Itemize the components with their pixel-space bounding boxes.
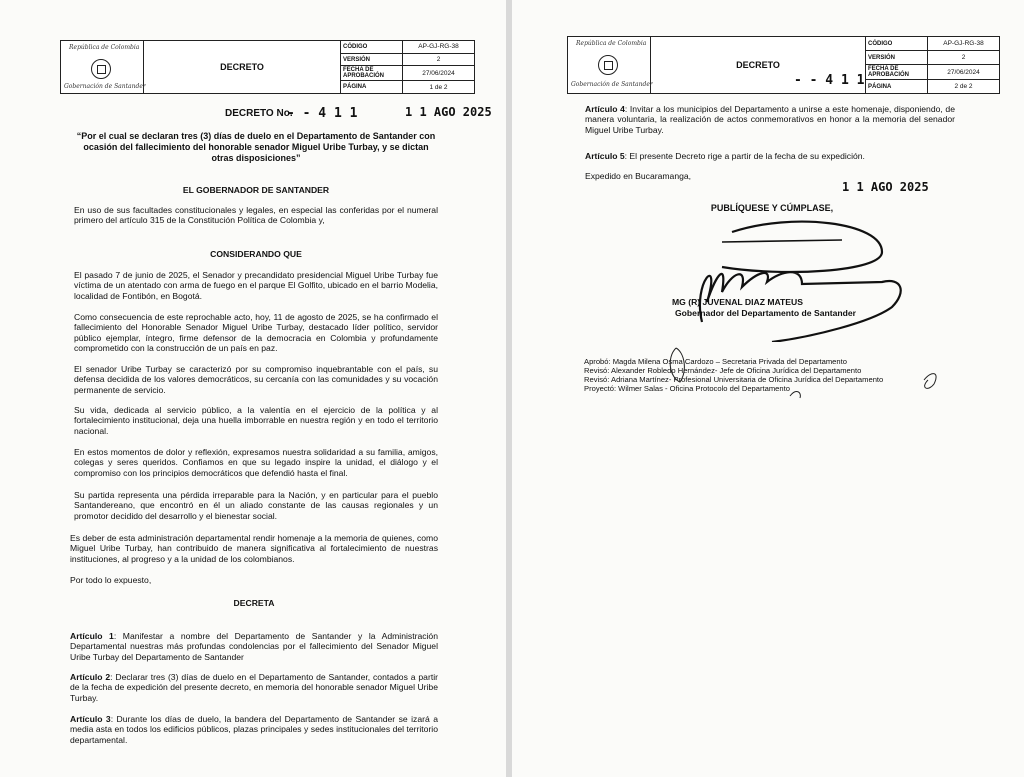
- coat-of-arms-icon: [598, 55, 618, 75]
- coat-of-arms-icon: [91, 59, 111, 79]
- therefore-line: Por todo lo expuesto,: [70, 575, 152, 585]
- article-4-label: Artículo 4: [585, 104, 625, 114]
- document-header: [60, 40, 475, 94]
- code-label: CÓDIGO: [341, 41, 403, 53]
- decree-no-label: DECRETO No.: [225, 108, 293, 119]
- decree-title: “Por el cual se declaran tres (3) días de duelo en el Departamento de Santander con ocasión del fallecimiento del honorable senador Miguel Uribe Turbay, y se dictan otras disposiciones”: [76, 131, 436, 163]
- decree-date-handwritten-2: 1 1 AGO 2025: [842, 180, 929, 194]
- consideration-2: Como consecuencia de este reprochable acto, hoy, 11 de agosto de 2025, se ha confirmado el fallecimiento del Honorable Senador Miguel Uribe Turbay, destacado líder político, servidor público ejemplar, íntegro, firme defensor de la democracia en Colombia y profundamente comprometido con la construcción de un país en paz.: [74, 312, 438, 354]
- decree-number: - - 4 1 1: [287, 106, 358, 121]
- article-3: [70, 714, 438, 745]
- consideration-4: Su vida, dedicada al servicio público, a la valentía en el ejercicio de la política y al fortalecimiento institucional, deja una huella imborrable en nuestra región y en todo el territorio nacional.: [74, 405, 438, 436]
- entity-line1: República de Colombia: [69, 44, 140, 51]
- publish-line: PUBLÍQUESE Y CÚMPLASE,: [710, 203, 834, 213]
- considering-heading: CONSIDERANDO QUE: [210, 249, 302, 259]
- consideration-7: Es deber de esta administración departamental rendir homenaje a la memoria de quienes, como Miguel Uribe Turbay, han contribuido de manera significativa al fortalecimiento de nuestras instituciones, al progreso y a la unidad de los colombianos.: [70, 533, 438, 564]
- powers-paragraph: En uso de sus facultades constitucionales y legales, en especial las conferidas por el numeral primero del artículo 315 de la Constitución Política de Colombia y,: [74, 205, 438, 226]
- code-value-2: AP-GJ-RG-38: [943, 40, 984, 47]
- header-meta: [341, 41, 474, 93]
- signer-role: Gobernador del Departamento de Santander: [675, 308, 856, 318]
- issuer: EL GOBERNADOR DE SANTANDER: [182, 185, 330, 195]
- article-4: [585, 104, 955, 135]
- page-label: PÁGINA: [341, 81, 403, 93]
- page-1: [0, 0, 506, 777]
- consideration-3: El senador Uribe Turbay se caracterizó por su compromiso inquebrantable con el país, su defensa decidida de los valores democráticos, su cercanía con las comunidades y su vocación permanente de servicio.: [74, 364, 438, 395]
- article-4-text: : Invitar a los municipios del Departamento a unirse a este homenaje, disponiendo, de manera voluntaria, la realización de actos conmemorativos en honor a la memoria del senador Miguel Uribe Turbay.: [585, 104, 955, 135]
- version-label-2: VERSIÓN: [866, 51, 928, 64]
- header-meta-2: [866, 37, 999, 93]
- logo-cell-2: [568, 37, 651, 93]
- doc-type-text-2: DECRETO: [736, 60, 780, 70]
- approval-date-label-2: FECHA DE APROBACIÓN: [866, 65, 928, 79]
- initials-marks: [662, 340, 962, 400]
- entity-line1-2: República de Colombia: [576, 40, 647, 47]
- governor-signature: [662, 212, 912, 342]
- article-5-label: Artículo 5: [585, 151, 625, 161]
- article-2-text: : Declarar tres (3) días de duelo en el Departamento de Santander, contados a partir de la fecha de expedición del presente decreto, en memoria del honorable senador Miguel Uribe Turbay.: [70, 672, 438, 703]
- approval-date-value: 27/06/2024: [422, 69, 455, 77]
- review-4: Proyectó: Wilmer Salas - Oficina Protocolo del Departamento: [584, 384, 790, 393]
- consideration-1: El pasado 7 de junio de 2025, el Senador y precandidato presidencial Miguel Uribe Turbay fue víctima de un atentado con arma de fuego en el parque El Golfito, ubicado en el barrio Modelia, localidad de Fontibón, en Bogotá.: [74, 270, 438, 301]
- signer-name: MG (R) JUVENAL DIAZ MATEUS: [672, 297, 803, 307]
- review-3: Revisó: Adriana Martínez- Profesional Universitaria de Oficina Jurídica del Departamento: [584, 375, 884, 384]
- article-5: [585, 151, 955, 161]
- article-1-label: Artículo 1: [70, 631, 114, 641]
- version-value-2: 2: [961, 54, 966, 61]
- article-1-text: : Manifestar a nombre del Departamento de Santander y la Administración Departamental nuestras más profundas condolencias por el fallecimiento del Senador Miguel Uribe Turbay del Departamento de Santander: [70, 631, 438, 662]
- page-2: [512, 0, 1024, 777]
- approval-date-label: FECHA DE APROBACIÓN: [341, 66, 403, 80]
- article-3-text: : Durante los días de duelo, la bandera del Departamento de Santander se izará a media asta en todos los edificios públicos, plazas principales y sedes institucionales del territorio departamental.: [70, 714, 438, 745]
- version-label: VERSIÓN: [341, 54, 403, 66]
- issued-in: Expedido en Bucaramanga,: [585, 171, 692, 181]
- logo-cell: [61, 41, 144, 93]
- code-value: AP-GJ-RG-38: [418, 43, 459, 51]
- consideration-5: En estos momentos de dolor y reflexión, expresamos nuestra solidaridad a su familia, amigos, colegas y seres queridos. Confiamos en que su legado inspire la unidad, el diálogo y el compromiso con los principios democráticos que defendió hasta el final.: [74, 447, 438, 478]
- code-label-2: CÓDIGO: [866, 37, 928, 50]
- decree-date-handwritten: 1 1 AGO 2025: [405, 105, 492, 119]
- review-1: Aprobó: Magda Milena Osma Cardozo – Secretaria Privada del Departamento: [584, 357, 847, 366]
- article-2: [70, 672, 438, 703]
- decree-number-2: - - 4 1 1: [794, 73, 865, 88]
- article-1: [70, 631, 438, 662]
- version-value: 2: [436, 56, 441, 63]
- page-label-2: PÁGINA: [866, 80, 928, 93]
- article-2-label: Artículo 2: [70, 672, 111, 682]
- doc-type: DECRETO: [144, 41, 341, 93]
- entity-line2-2: Gobernación de Santander: [571, 81, 653, 88]
- page-value-2: 2 de 2: [954, 83, 973, 90]
- consideration-6: Su partida representa una pérdida irreparable para la Nación, y en particular para el pueblo Santandereano, que encontró en él un aliado constante de las causas regionales y un promotor decidido del desarrollo y el bienestar social.: [74, 490, 438, 521]
- review-2: Revisó: Alexander Robledo Hernández- Jefe de Oficina Jurídica del Departamento: [584, 366, 862, 375]
- document-header-2: [567, 36, 1000, 94]
- article-3-label: Artículo 3: [70, 714, 111, 724]
- approval-date-value-2: 27/06/2024: [947, 68, 980, 76]
- article-5-text: : El presente Decreto rige a partir de la fecha de su expedición.: [624, 151, 865, 161]
- entity-line2: Gobernación de Santander: [64, 83, 146, 90]
- page-value: 1 de 2: [429, 83, 448, 91]
- decrees-heading: DECRETA: [233, 598, 275, 608]
